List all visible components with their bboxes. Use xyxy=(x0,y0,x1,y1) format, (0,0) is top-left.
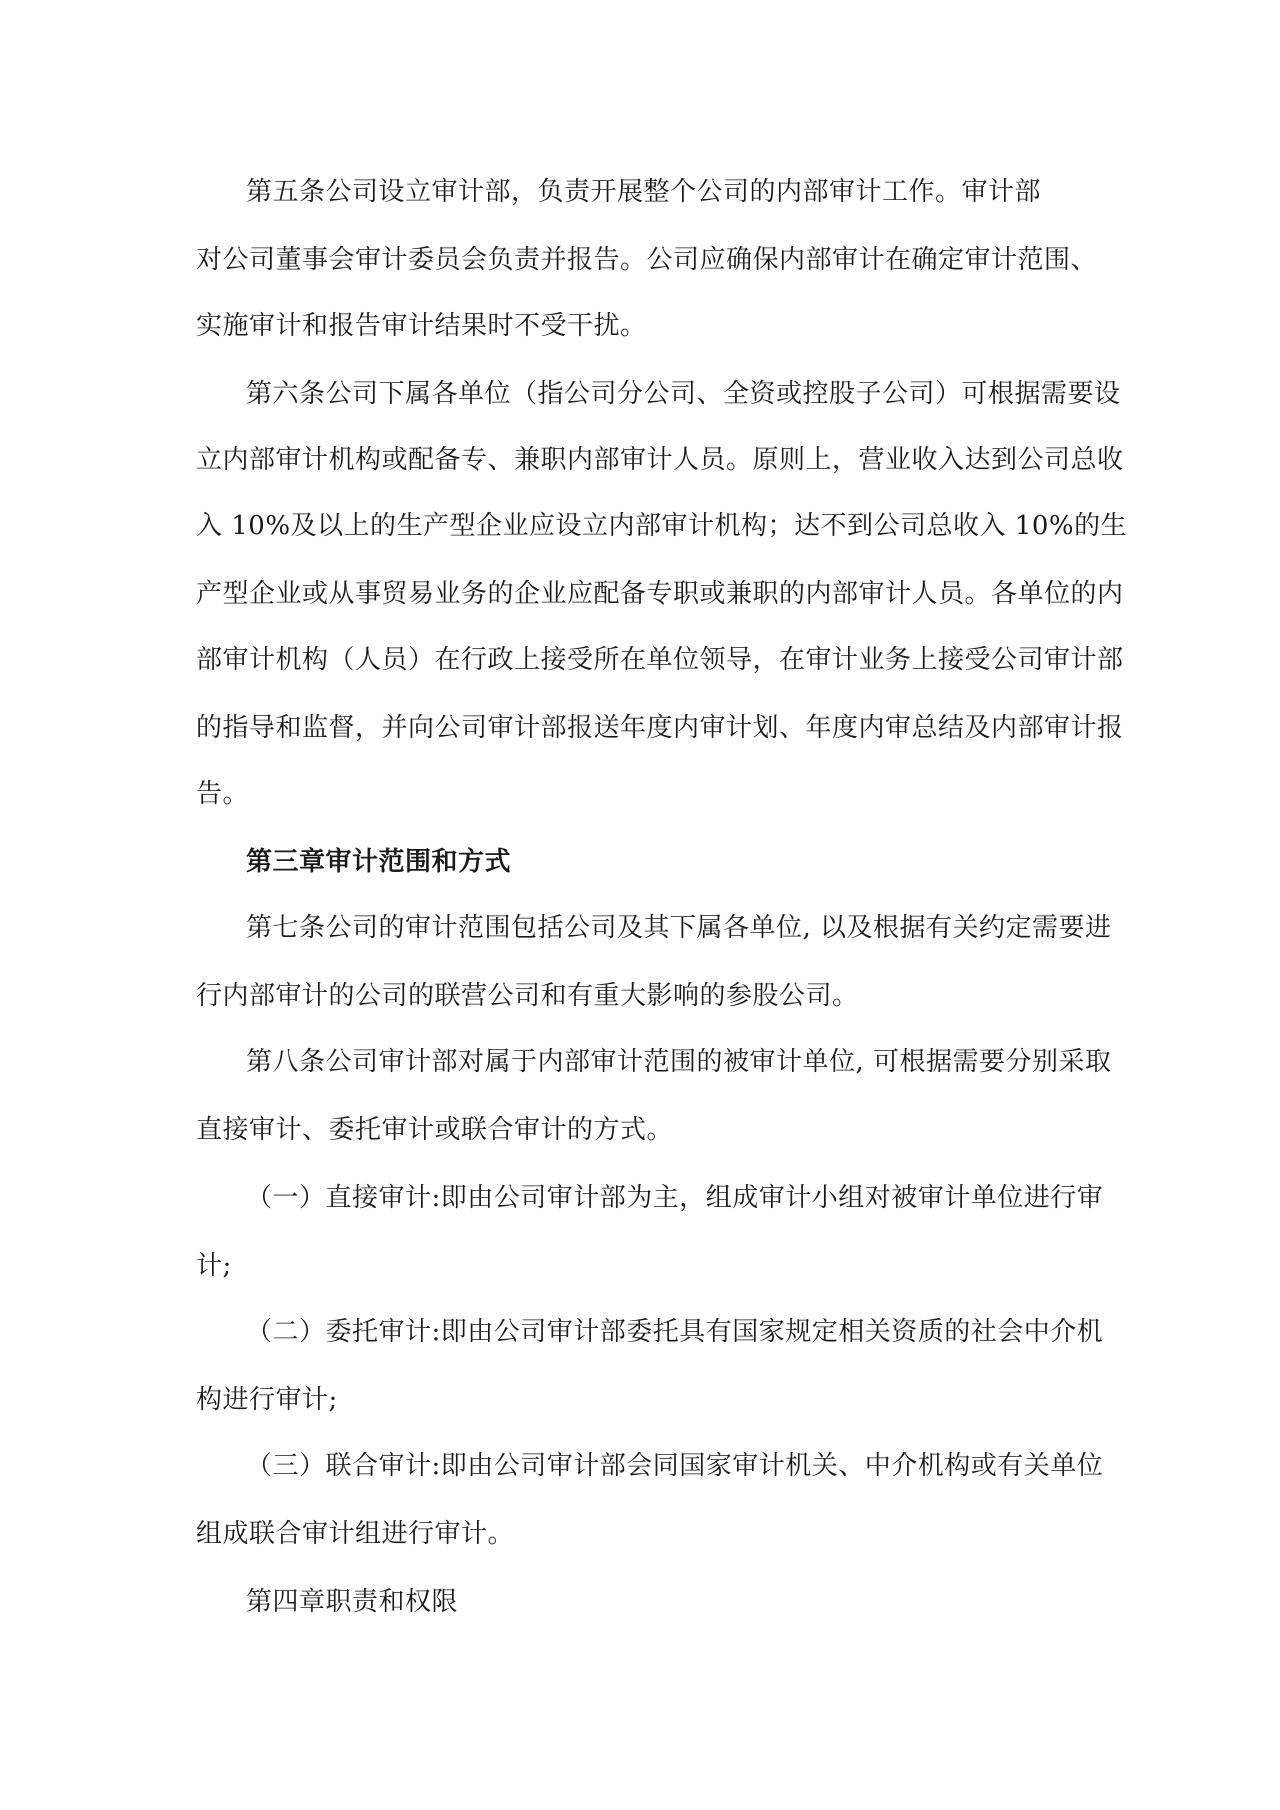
article-6-line-5: 部审计机构（人员）在行政上接受所在单位领导，在审计业务上接受公司审计部 xyxy=(196,645,1124,675)
chapter-3-heading: 第三章审计范围和方式 xyxy=(246,847,512,877)
item-3-line-2: 组成联合审计组进行审计。 xyxy=(196,1519,515,1549)
chapter-4-heading: 第四章职责和权限 xyxy=(246,1587,459,1617)
article-8-line-1: 第八条公司审计部对属于内部审计范围的被审计单位, 可根据需要分别采取 xyxy=(246,1047,1112,1077)
article-7-line-1: 第七条公司的审计范围包括公司及其下属各单位, 以及根据有关约定需要进 xyxy=(246,913,1112,943)
article-6-line-6: 的指导和监督，并向公司审计部报送年度内审计划、年度内审总结及内部审计报 xyxy=(196,713,1124,743)
item-1-line-2: 计; xyxy=(196,1251,232,1281)
item-2-line-2: 构进行审计; xyxy=(196,1385,338,1415)
article-5-line-2: 对公司董事会审计委员会负责并报告。公司应确保内部审计在确定审计范围、 xyxy=(196,245,1098,275)
item-3-line-1: （三）联合审计:即由公司审计部会同国家审计机关、中介机构或有关单位 xyxy=(246,1451,1104,1481)
article-8-line-2: 直接审计、委托审计或联合审计的方式。 xyxy=(196,1115,674,1145)
article-5-line-3: 实施审计和报告审计结果时不受干扰。 xyxy=(196,311,647,341)
article-6-line-3: 入 10%及以上的生产型企业应设立内部审计机构；达不到公司总收入 10%的生 xyxy=(196,511,1128,541)
article-6-line-7: 告。 xyxy=(196,779,250,809)
article-6-line-2: 立内部审计机构或配备专、兼职内部审计人员。原则上，营业收入达到公司总收 xyxy=(196,445,1124,475)
item-2-line-1: （二）委托审计:即由公司审计部委托具有国家规定相关资质的社会中介机 xyxy=(246,1317,1104,1347)
article-5-line-1: 第五条公司设立审计部，负责开展整个公司的内部审计工作。审计部 xyxy=(246,177,1042,207)
article-7-line-2: 行内部审计的公司的联营公司和有重大影响的参股公司。 xyxy=(196,981,859,1011)
article-6-line-4: 产型企业或从事贸易业务的企业应配备专职或兼职的内部审计人员。各单位的内 xyxy=(196,579,1124,609)
item-1-line-1: （一）直接审计:即由公司审计部为主，组成审计小组对被审计单位进行审 xyxy=(246,1183,1104,1213)
article-6-line-1: 第六条公司下属各单位（指公司分公司、全资或控股子公司）可根据需要设 xyxy=(246,379,1121,409)
